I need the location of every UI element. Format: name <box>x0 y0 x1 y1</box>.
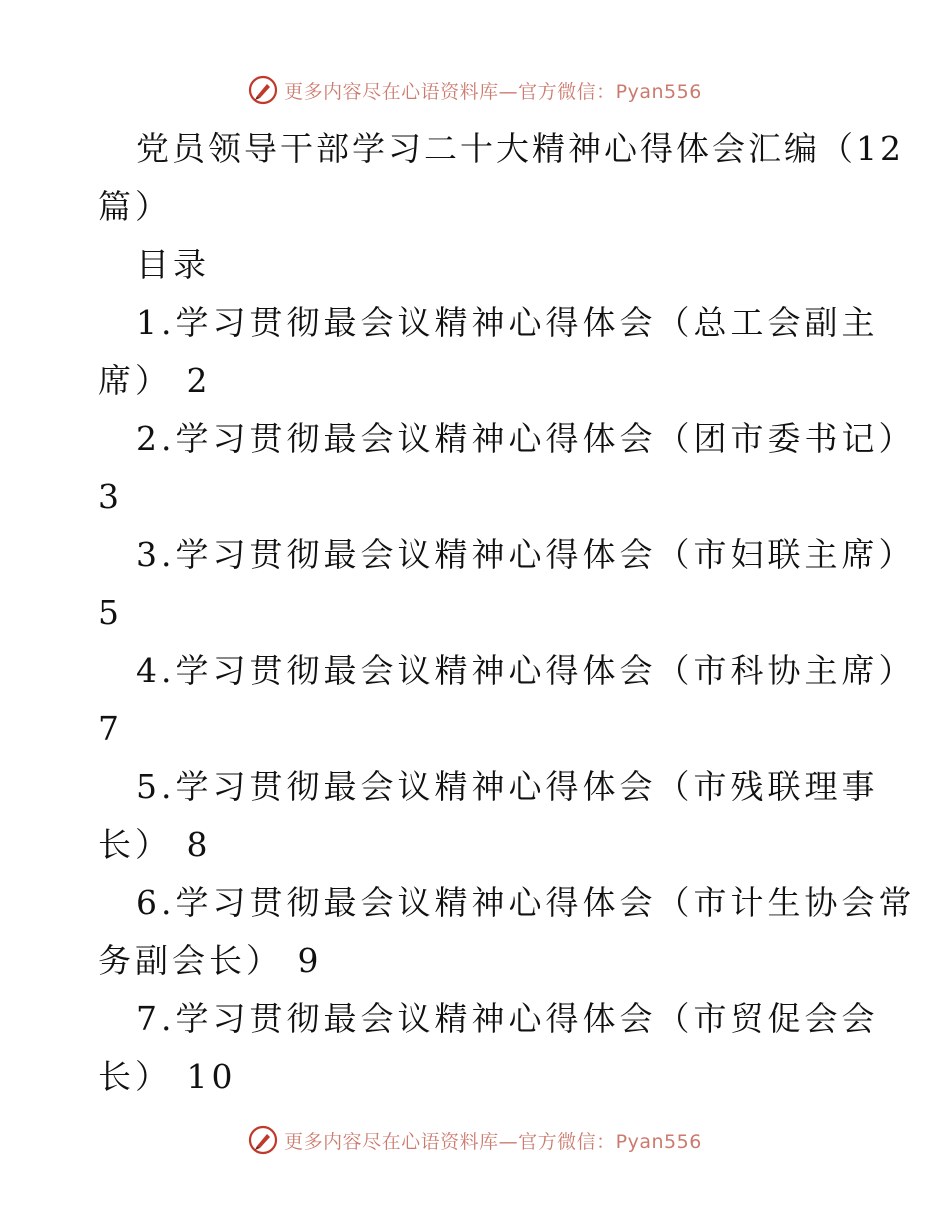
header-watermark-banner <box>0 70 950 110</box>
toc-entry-6-line-1: 6.学习贯彻最会议精神心得体会（市计生协会常 <box>136 883 916 922</box>
toc-entry-1-line-2: 席） 2 <box>98 361 212 400</box>
watermark-text: 更多内容尽在心语资料库—官方微信：Pyan556 <box>284 1130 702 1153</box>
toc-entry-4-line-1: 4.学习贯彻最会议精神心得体会（市科协主席） <box>136 651 916 690</box>
document-body <box>98 120 916 1106</box>
pen-logo-icon <box>248 75 278 105</box>
toc-entry-3-line-2: 5 <box>98 593 123 632</box>
pen-logo-icon <box>248 1125 278 1155</box>
document-title-line-1: 党员领导干部学习二十大精神心得体会汇编（12 <box>136 129 904 168</box>
toc-entry-1-line-1: 1.学习贯彻最会议精神心得体会（总工会副主 <box>136 303 879 342</box>
toc-entry-4-line-2: 7 <box>98 709 123 748</box>
toc-entry-7-line-2: 长） 10 <box>98 1057 237 1096</box>
toc-entry-7-line-1: 7.学习贯彻最会议精神心得体会（市贸促会会 <box>136 999 879 1038</box>
toc-entry-5-line-1: 5.学习贯彻最会议精神心得体会（市残联理事 <box>136 767 879 806</box>
watermark-text: 更多内容尽在心语资料库—官方微信：Pyan556 <box>284 80 702 103</box>
toc-entry-3-line-1: 3.学习贯彻最会议精神心得体会（市妇联主席） <box>136 535 916 574</box>
toc-entry-2-line-2: 3 <box>98 477 123 516</box>
document-title-line-2: 篇） <box>98 187 172 226</box>
toc-entry-5-line-2: 长） 8 <box>98 825 212 864</box>
toc-entry-2-line-1: 2.学习贯彻最会议精神心得体会（团市委书记） <box>136 419 916 458</box>
toc-heading: 目录 <box>136 245 210 284</box>
footer-watermark-banner <box>0 1120 950 1160</box>
toc-entry-6-line-2: 务副会长） 9 <box>98 941 323 980</box>
